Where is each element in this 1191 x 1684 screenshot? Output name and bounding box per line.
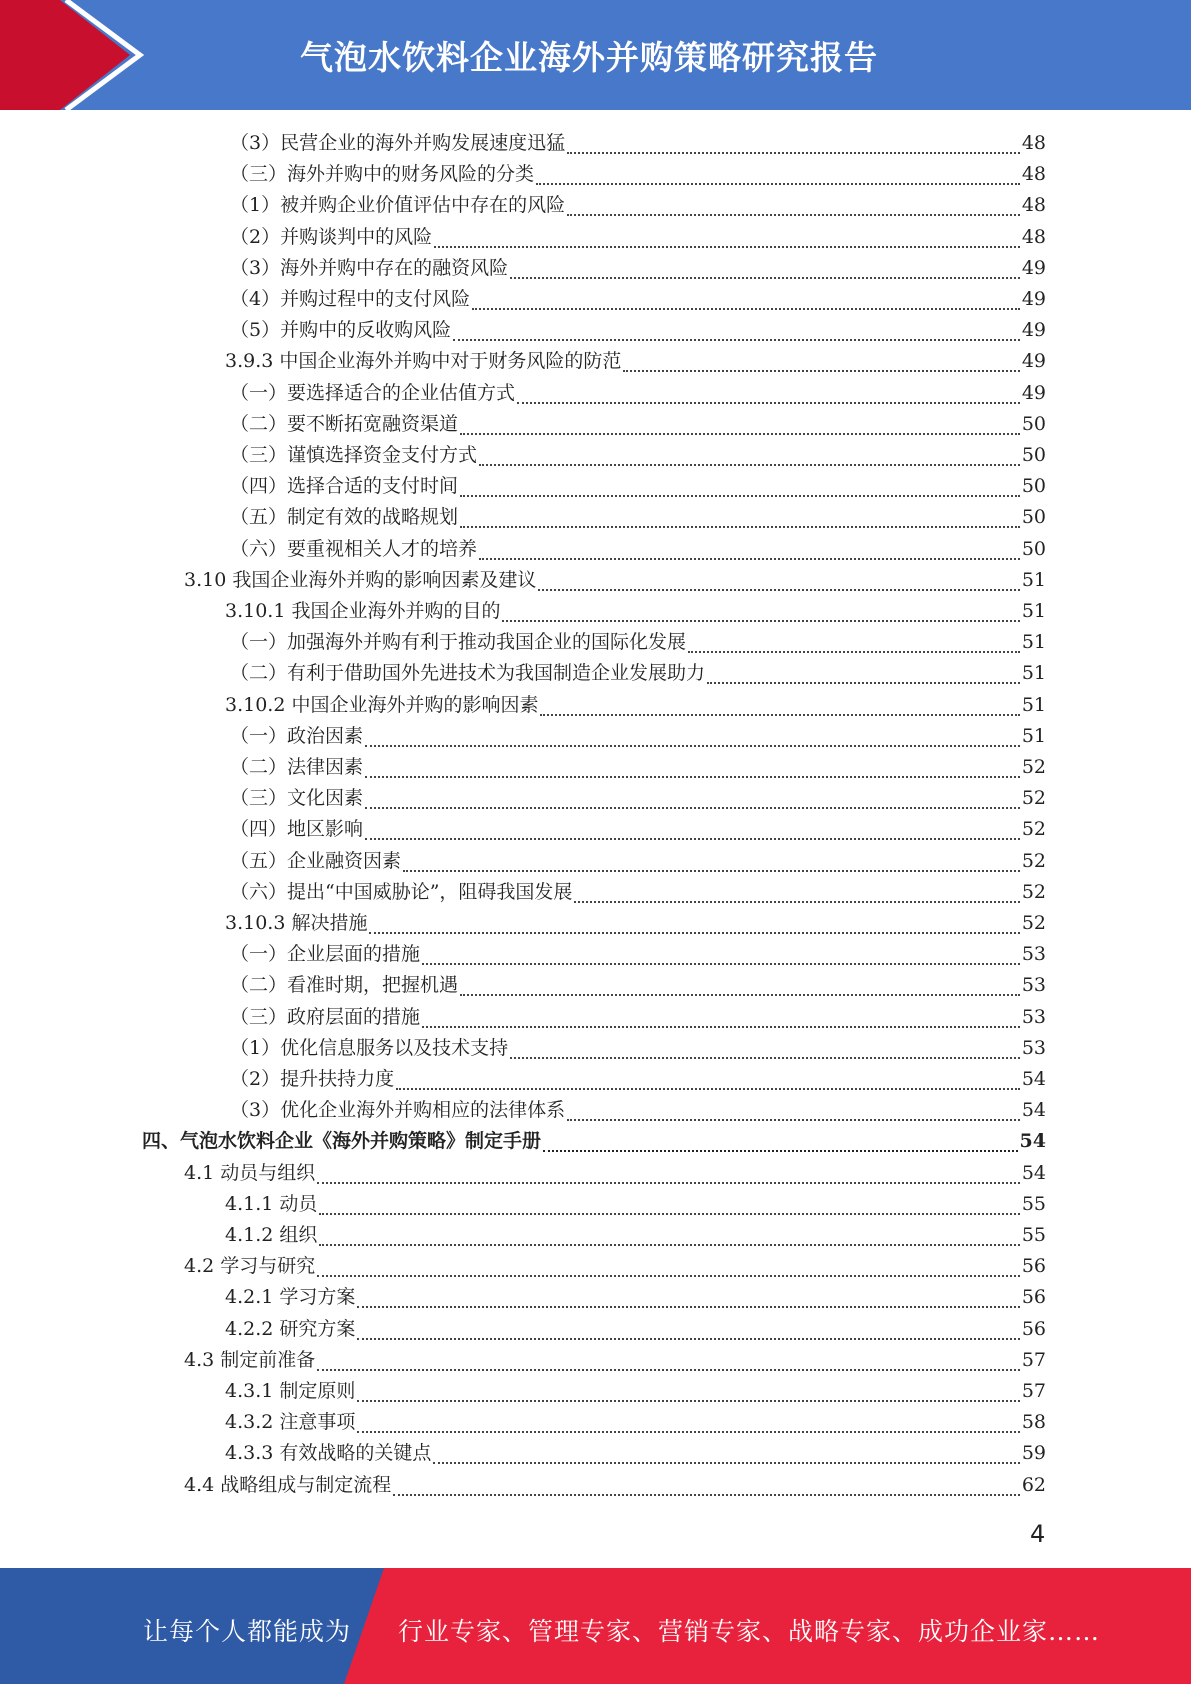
toc-entry[interactable] <box>225 1189 1046 1220</box>
toc-entry-label: 4.4 战略组成与制定流程 <box>184 1474 392 1496</box>
toc-entry-label: （三）海外并购中的财务风险的分类 <box>230 163 535 185</box>
toc-entry-label: （3）海外并购中存在的融资风险 <box>230 257 509 279</box>
toc-entry-label: 四、气泡水饮料企业《海外并购策略》制定手册 <box>142 1130 542 1152</box>
toc-leader-dots <box>365 745 1020 747</box>
toc-leader-dots <box>567 214 1020 216</box>
toc-entry[interactable] <box>225 1376 1046 1407</box>
toc-entry-page: 51 <box>1021 631 1046 653</box>
toc-entry-label: （六）提出“中国威胁论”，阻碍我国发展 <box>230 881 573 903</box>
toc-leader-dots <box>319 1213 1019 1215</box>
toc-entry-page: 49 <box>1021 288 1046 310</box>
toc-entry-label: （2）提升扶持力度 <box>230 1068 395 1090</box>
toc-entry-page: 51 <box>1021 725 1046 747</box>
toc-entry[interactable] <box>230 1002 1046 1033</box>
toc-entry[interactable] <box>230 534 1046 565</box>
toc-entry-page: 54 <box>1019 1130 1046 1152</box>
toc-entry-label: 4.1 动员与组织 <box>184 1162 316 1184</box>
toc-entry-page: 53 <box>1021 974 1046 996</box>
toc-leader-dots <box>434 246 1020 248</box>
toc-entry[interactable] <box>225 1407 1046 1438</box>
toc-entry-page: 54 <box>1021 1162 1046 1184</box>
toc-entry-page: 59 <box>1021 1442 1046 1464</box>
toc-leader-dots <box>707 682 1020 684</box>
toc-entry-label: （四）地区影响 <box>230 818 364 840</box>
toc-leader-dots <box>460 526 1020 528</box>
toc-entry[interactable] <box>225 1438 1046 1469</box>
toc-entry[interactable] <box>230 253 1046 284</box>
toc-entry-label: （二）法律因素 <box>230 756 364 778</box>
toc-entry-label: 4.1.1 动员 <box>225 1193 318 1215</box>
toc-entry[interactable] <box>230 752 1046 783</box>
toc-entry[interactable] <box>225 908 1046 939</box>
toc-leader-dots <box>453 339 1020 341</box>
toc-entry[interactable] <box>230 315 1046 346</box>
toc-leader-dots <box>369 932 1019 934</box>
toc-entry-label: （三）谨慎选择资金支付方式 <box>230 444 478 466</box>
toc-entry-label: 3.10.1 我国企业海外并购的目的 <box>225 600 501 622</box>
toc-entry-label: （一）政治因素 <box>230 725 364 747</box>
toc-leader-dots <box>365 838 1020 840</box>
toc-entry[interactable] <box>225 1220 1046 1251</box>
toc-leader-dots <box>540 714 1019 716</box>
toc-entry[interactable] <box>230 1033 1046 1064</box>
toc-leader-dots <box>396 1088 1020 1090</box>
toc-entry[interactable] <box>225 690 1046 721</box>
toc-entry-label: （4）并购过程中的支付风险 <box>230 288 471 310</box>
toc-entry[interactable] <box>142 1126 1046 1157</box>
toc-entry-page: 49 <box>1021 319 1046 341</box>
toc-leader-dots <box>357 1338 1019 1340</box>
toc-entry-page: 54 <box>1021 1068 1046 1090</box>
toc-leader-dots <box>460 994 1020 996</box>
toc-entry[interactable] <box>230 846 1046 877</box>
toc-entry[interactable] <box>230 440 1046 471</box>
toc-entry[interactable] <box>184 1345 1046 1376</box>
toc-leader-dots <box>517 402 1020 404</box>
toc-entry[interactable] <box>230 658 1046 689</box>
toc-leader-dots <box>538 589 1019 591</box>
toc-entry[interactable] <box>230 814 1046 845</box>
page-number: 4 <box>1030 1520 1046 1548</box>
toc-entry-page: 52 <box>1021 912 1046 934</box>
toc-entry[interactable] <box>230 970 1046 1001</box>
toc-entry-page: 55 <box>1021 1224 1046 1246</box>
toc-entry[interactable] <box>230 877 1046 908</box>
toc-entry[interactable] <box>230 128 1046 159</box>
toc-entry[interactable] <box>225 1282 1046 1313</box>
footer-slogan-right: 行业专家、管理专家、营销专家、战略专家、成功企业家…… <box>398 1617 1101 1646</box>
toc-entry-label: 3.10.2 中国企业海外并购的影响因素 <box>225 694 539 716</box>
toc-entry[interactable] <box>184 565 1046 596</box>
toc-leader-dots <box>567 1119 1020 1121</box>
toc-entry-label: 3.9.3 中国企业海外并购中对于财务风险的防范 <box>225 350 622 372</box>
toc-entry-label: （3）优化企业海外并购相应的法律体系 <box>230 1099 566 1121</box>
toc-entry[interactable] <box>230 284 1046 315</box>
toc-entry[interactable] <box>225 596 1046 627</box>
toc-leader-dots <box>317 1182 1020 1184</box>
toc-entry[interactable] <box>230 409 1046 440</box>
toc-leader-dots <box>510 277 1020 279</box>
toc-entry[interactable] <box>230 378 1046 409</box>
toc-entry[interactable] <box>230 627 1046 658</box>
toc-leader-dots <box>460 433 1020 435</box>
toc-leader-dots <box>365 776 1020 778</box>
toc-entry-label: （二）有利于借助国外先进技术为我国制造企业发展助力 <box>230 662 706 684</box>
toc-entry-page: 51 <box>1021 662 1046 684</box>
toc-leader-dots <box>536 183 1020 185</box>
toc-leader-dots <box>502 620 1019 622</box>
toc-entry-page: 52 <box>1021 850 1046 872</box>
toc-entry-page: 50 <box>1021 506 1046 528</box>
toc-entry-page: 57 <box>1021 1380 1046 1402</box>
toc-entry-page: 58 <box>1021 1411 1046 1433</box>
toc-leader-dots <box>433 1462 1019 1464</box>
toc-entry[interactable] <box>230 471 1046 502</box>
toc-leader-dots <box>688 651 1020 653</box>
toc-entry-label: 4.2.2 研究方案 <box>225 1318 356 1340</box>
toc-entry[interactable] <box>230 783 1046 814</box>
toc-leader-dots <box>319 1244 1019 1246</box>
toc-entry-page: 62 <box>1021 1474 1046 1496</box>
toc-entry[interactable] <box>225 1314 1046 1345</box>
toc-entry-label: （三）文化因素 <box>230 787 364 809</box>
toc-entry-page: 51 <box>1021 694 1046 716</box>
toc-leader-dots <box>479 464 1020 466</box>
toc-entry-page: 55 <box>1021 1193 1046 1215</box>
toc-leader-dots <box>623 370 1019 372</box>
toc-entry[interactable] <box>225 346 1046 377</box>
toc-entry-label: （3）民营企业的海外并购发展速度迅猛 <box>230 132 566 154</box>
toc-entry-label: 3.10.3 解决措施 <box>225 912 368 934</box>
toc-entry-label: （一）要选择适合的企业估值方式 <box>230 382 516 404</box>
toc-entry-page: 50 <box>1021 413 1046 435</box>
toc-entry-label: （五）企业融资因素 <box>230 850 402 872</box>
report-title: 气泡水饮料企业海外并购策略研究报告 <box>300 38 878 77</box>
toc-entry-label: （三）政府层面的措施 <box>230 1006 421 1028</box>
toc-entry-page: 50 <box>1021 538 1046 560</box>
toc-leader-dots <box>317 1275 1020 1277</box>
footer-band <box>0 1568 1191 1684</box>
toc-entry-label: （5）并购中的反收购风险 <box>230 319 452 341</box>
toc-leader-dots <box>357 1306 1019 1308</box>
toc-entry-page: 53 <box>1021 943 1046 965</box>
toc-entry-page: 49 <box>1021 350 1046 372</box>
toc-entry-label: （一）加强海外并购有利于推动我国企业的国际化发展 <box>230 631 687 653</box>
toc-entry-label: （1）被并购企业价值评估中存在的风险 <box>230 194 566 216</box>
toc-entry-page: 49 <box>1021 382 1046 404</box>
toc-entry-page: 53 <box>1021 1006 1046 1028</box>
toc-entry[interactable] <box>230 190 1046 221</box>
toc-leader-dots <box>510 1057 1020 1059</box>
toc-leader-dots <box>543 1150 1018 1152</box>
toc-entry-label: 4.3.3 有效战略的关键点 <box>225 1442 432 1464</box>
toc-entry[interactable] <box>230 939 1046 970</box>
toc-leader-dots <box>357 1400 1019 1402</box>
toc-entry[interactable] <box>184 1470 1046 1501</box>
header-band <box>0 0 1191 110</box>
toc-entry-page: 56 <box>1021 1318 1046 1340</box>
toc-entry-label: （二）要不断拓宽融资渠道 <box>230 413 459 435</box>
toc-entry[interactable] <box>230 721 1046 752</box>
toc-entry-page: 52 <box>1021 787 1046 809</box>
toc-entry-page: 50 <box>1021 475 1046 497</box>
toc-entry-page: 56 <box>1021 1286 1046 1308</box>
toc-entry-page: 57 <box>1021 1349 1046 1371</box>
toc-entry-label: （五）制定有效的战略规划 <box>230 506 459 528</box>
toc-leader-dots <box>422 963 1020 965</box>
toc-leader-dots <box>422 1026 1020 1028</box>
toc-entry-label: 4.1.2 组织 <box>225 1224 318 1246</box>
toc-leader-dots <box>460 495 1020 497</box>
toc-entry[interactable] <box>230 1064 1046 1095</box>
toc-entry-label: 4.3 制定前准备 <box>184 1349 316 1371</box>
toc-entry[interactable] <box>184 1251 1046 1282</box>
toc-entry-page: 48 <box>1021 163 1046 185</box>
toc-entry[interactable] <box>230 1095 1046 1126</box>
toc-entry[interactable] <box>230 502 1046 533</box>
toc-entry-page: 52 <box>1021 818 1046 840</box>
toc-entry-page: 51 <box>1021 600 1046 622</box>
toc-leader-dots <box>574 901 1019 903</box>
toc-leader-dots <box>357 1431 1019 1433</box>
footer-slogan-left: 让每个人都能成为 <box>143 1617 352 1646</box>
toc-entry-label: （1）优化信息服务以及技术支持 <box>230 1037 509 1059</box>
toc-leader-dots <box>403 870 1020 872</box>
toc-entry-page: 52 <box>1021 881 1046 903</box>
toc-entry-label: 4.3.2 注意事项 <box>225 1411 356 1433</box>
toc-leader-dots <box>317 1369 1020 1371</box>
toc-entry-label: 4.3.1 制定原则 <box>225 1380 356 1402</box>
toc-entry-page: 48 <box>1021 132 1046 154</box>
toc-entry-page: 48 <box>1021 226 1046 248</box>
toc-leader-dots <box>479 558 1020 560</box>
toc-entry-page: 48 <box>1021 194 1046 216</box>
toc-entry-label: 4.2.1 学习方案 <box>225 1286 356 1308</box>
toc-entry-page: 52 <box>1021 756 1046 778</box>
toc-entry[interactable] <box>230 222 1046 253</box>
toc-leader-dots <box>365 807 1020 809</box>
toc-entry-label: （四）选择合适的支付时间 <box>230 475 459 497</box>
toc-leader-dots <box>393 1494 1020 1496</box>
toc-entry-page: 54 <box>1021 1099 1046 1121</box>
header-chevron-logo <box>0 0 160 110</box>
toc-entry-page: 50 <box>1021 444 1046 466</box>
toc-entry-page: 53 <box>1021 1037 1046 1059</box>
toc-entry[interactable] <box>184 1158 1046 1189</box>
toc-entry-label: （2）并购谈判中的风险 <box>230 226 433 248</box>
toc-entry[interactable] <box>230 159 1046 190</box>
toc-entry-label: 3.10 我国企业海外并购的影响因素及建议 <box>184 569 537 591</box>
toc-entry-page: 51 <box>1021 569 1046 591</box>
toc-entry-label: （二）看准时期，把握机遇 <box>230 974 459 996</box>
toc-entry-label: （六）要重视相关人才的培养 <box>230 538 478 560</box>
toc-leader-dots <box>567 152 1020 154</box>
toc-entry-page: 49 <box>1021 257 1046 279</box>
toc-leader-dots <box>472 308 1020 310</box>
toc-entry-page: 56 <box>1021 1255 1046 1277</box>
toc-entry-label: （一）企业层面的措施 <box>230 943 421 965</box>
toc-entry-label: 4.2 学习与研究 <box>184 1255 316 1277</box>
